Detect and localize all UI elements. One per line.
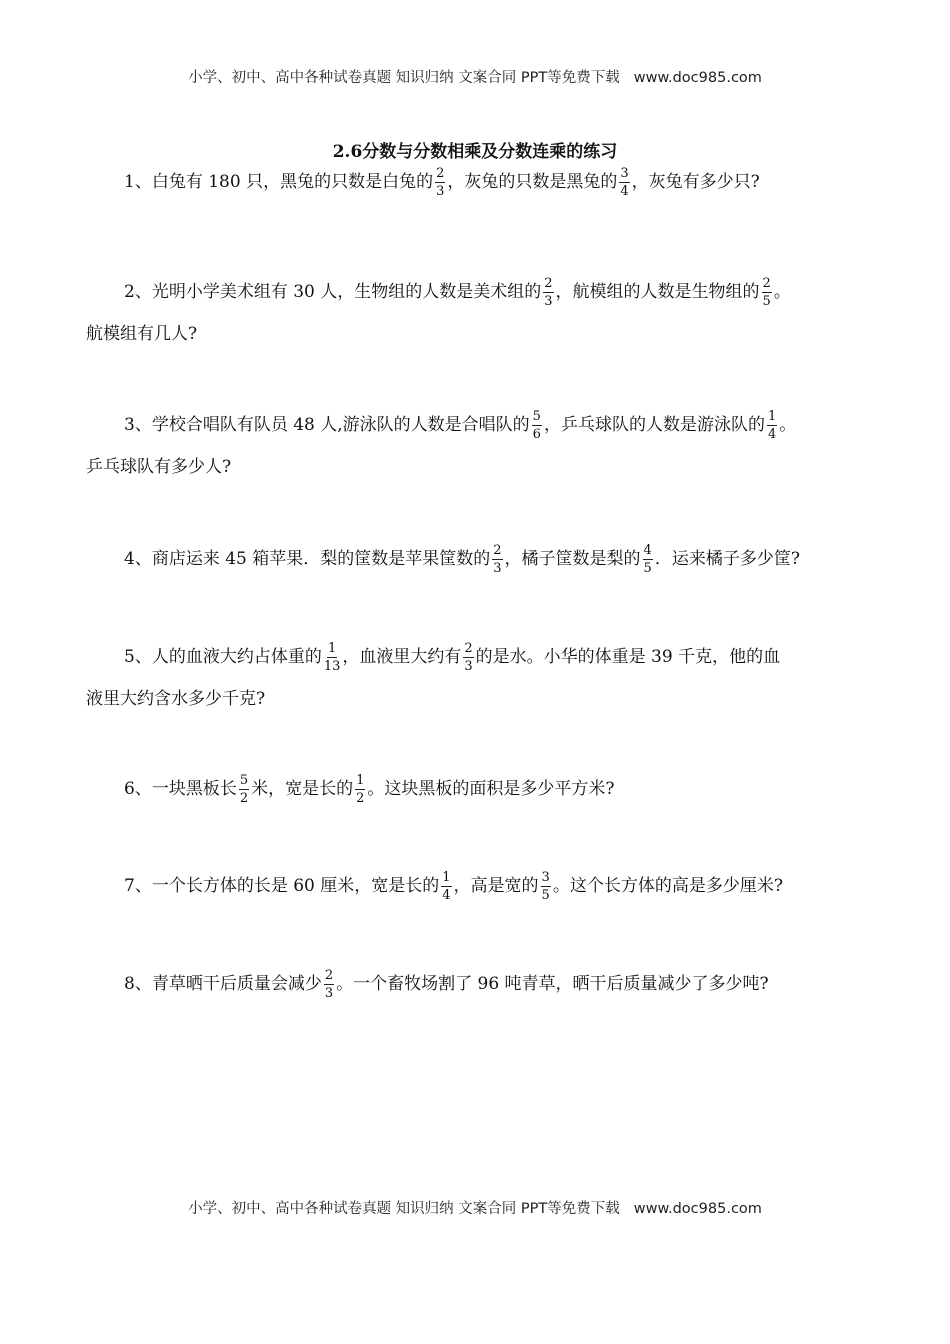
question-8 xyxy=(86,962,876,1006)
q6-f1-numerator: 5 xyxy=(239,772,249,788)
q5-text-a: 5、人的血液大约占体重的 xyxy=(124,647,322,667)
q7-fraction-2 xyxy=(541,870,551,903)
q4-text-c: ．运来橘子多少筐? xyxy=(654,549,800,569)
q2-fraction-2 xyxy=(762,276,772,309)
q2-line-2: 航模组有几人? xyxy=(86,324,198,344)
q5-text-b: ，血液里大约有 xyxy=(342,647,462,667)
q8-text-a: 8、青草晒干后质量会减少 xyxy=(124,974,322,994)
question-1 xyxy=(86,160,876,204)
question-6 xyxy=(86,767,876,811)
q4-text-a: 4、商店运来 45 箱苹果．梨的筐数是苹果筐数的 xyxy=(124,549,491,569)
q3-f2-denominator: 4 xyxy=(767,426,777,442)
q3-f2-numerator: 1 xyxy=(767,408,777,424)
q1-f2-denominator: 4 xyxy=(620,183,629,199)
q5-f2-denominator: 3 xyxy=(464,658,473,674)
q1-text-c: ，灰兔有多少只? xyxy=(631,172,760,192)
question-3 xyxy=(86,403,876,481)
q2-fraction-1 xyxy=(543,276,553,309)
footer-url: www.doc985.com xyxy=(633,1201,762,1217)
q5-fraction-1 xyxy=(324,641,341,674)
header-url: www.doc985.com xyxy=(633,70,762,86)
q2-f1-numerator: 2 xyxy=(544,275,553,291)
q4-f1-numerator: 2 xyxy=(493,542,502,558)
q3-text-b: ，乒乓球队的人数是游泳队的 xyxy=(543,415,765,435)
question-4 xyxy=(86,537,876,581)
q7-f1-numerator: 1 xyxy=(442,869,451,885)
q4-fraction-2 xyxy=(643,543,653,576)
q2-f1-denominator: 3 xyxy=(544,293,553,309)
q7-text-b: ，高是宽的 xyxy=(453,876,539,896)
q8-f1-denominator: 3 xyxy=(324,985,334,1001)
q3-line-2: 乒乓球队有多少人? xyxy=(86,457,232,477)
q3-text-a: 3、学校合唱队有队员 48 人,游泳队的人数是合唱队的 xyxy=(124,415,530,435)
q4-text-b: ，橘子筐数是梨的 xyxy=(504,549,641,569)
header-text: 小学、初中、高中各种试卷真题 知识归纳 文案合同 PPT等免费下载 xyxy=(188,70,620,86)
q6-f1-denominator: 2 xyxy=(239,790,249,806)
q6-text-a: 6、一块黑板长 xyxy=(124,779,237,799)
q5-fraction-2 xyxy=(463,641,473,674)
q7-text-a: 7、一个长方体的长是 60 厘米，宽是长的 xyxy=(124,876,440,896)
question-5 xyxy=(86,635,876,713)
q1-f1-denominator: 3 xyxy=(436,183,445,199)
q2-text-a: 2、光明小学美术组有 30 人，生物组的人数是美术组的 xyxy=(124,282,542,302)
question-7 xyxy=(86,864,876,908)
footer-banner xyxy=(0,1197,950,1218)
q4-f1-denominator: 3 xyxy=(493,560,502,576)
q5-text-c: 的是水。小华的体重是 39 千克，他的血 xyxy=(475,647,781,667)
q1-text-a: 1、白兔有 180 只，黑兔的只数是白兔的 xyxy=(124,172,434,192)
q3-text-c: 。 xyxy=(779,415,797,435)
q5-line-2: 液里大约含水多少千克? xyxy=(86,689,266,709)
q3-fraction-2 xyxy=(767,409,777,442)
q3-f1-numerator: 5 xyxy=(532,408,541,424)
q1-text-b: ，灰兔的只数是黑兔的 xyxy=(447,172,618,192)
q2-f2-numerator: 2 xyxy=(762,275,771,291)
q7-f2-denominator: 5 xyxy=(541,887,550,903)
q1-fraction-2 xyxy=(619,166,629,199)
q4-f2-denominator: 5 xyxy=(643,560,652,576)
q2-f2-denominator: 5 xyxy=(762,293,771,309)
q8-fraction-1 xyxy=(324,968,334,1001)
q6-fraction-2 xyxy=(355,773,365,806)
page-title: 2.6分数与分数相乘及分数连乘的练习 xyxy=(332,142,618,162)
header-banner xyxy=(0,66,950,87)
q6-f2-numerator: 1 xyxy=(356,772,365,788)
q7-text-c: 。这个长方体的高是多少厘米? xyxy=(552,876,783,896)
q6-f2-denominator: 2 xyxy=(356,790,365,806)
q4-fraction-1 xyxy=(492,543,502,576)
q5-f1-denominator: 13 xyxy=(323,658,341,674)
q1-f2-numerator: 3 xyxy=(620,165,629,181)
q3-fraction-1 xyxy=(532,409,542,442)
q6-fraction-1 xyxy=(239,773,249,806)
q7-f1-denominator: 4 xyxy=(442,887,451,903)
q5-f1-numerator: 1 xyxy=(327,640,337,656)
q6-text-c: 。这块黑板的面积是多少平方米? xyxy=(367,779,615,799)
question-2 xyxy=(86,270,876,348)
q8-f1-numerator: 2 xyxy=(324,967,334,983)
footer-text: 小学、初中、高中各种试卷真题 知识归纳 文案合同 PPT等免费下载 xyxy=(188,1201,620,1217)
q5-f2-numerator: 2 xyxy=(464,640,473,656)
q7-fraction-1 xyxy=(441,870,451,903)
q8-text-b: 。一个畜牧场割了 96 吨青草，晒干后质量减少了多少吨? xyxy=(336,974,769,994)
q2-text-b: ，航模组的人数是生物组的 xyxy=(555,282,760,302)
q1-f1-numerator: 2 xyxy=(436,165,445,181)
q7-f2-numerator: 3 xyxy=(541,869,550,885)
q6-text-b: 米，宽是长的 xyxy=(251,779,354,799)
q2-text-c: 。 xyxy=(773,282,791,302)
q1-fraction-1 xyxy=(435,166,445,199)
q3-f1-denominator: 6 xyxy=(532,426,541,442)
q4-f2-numerator: 4 xyxy=(643,542,652,558)
